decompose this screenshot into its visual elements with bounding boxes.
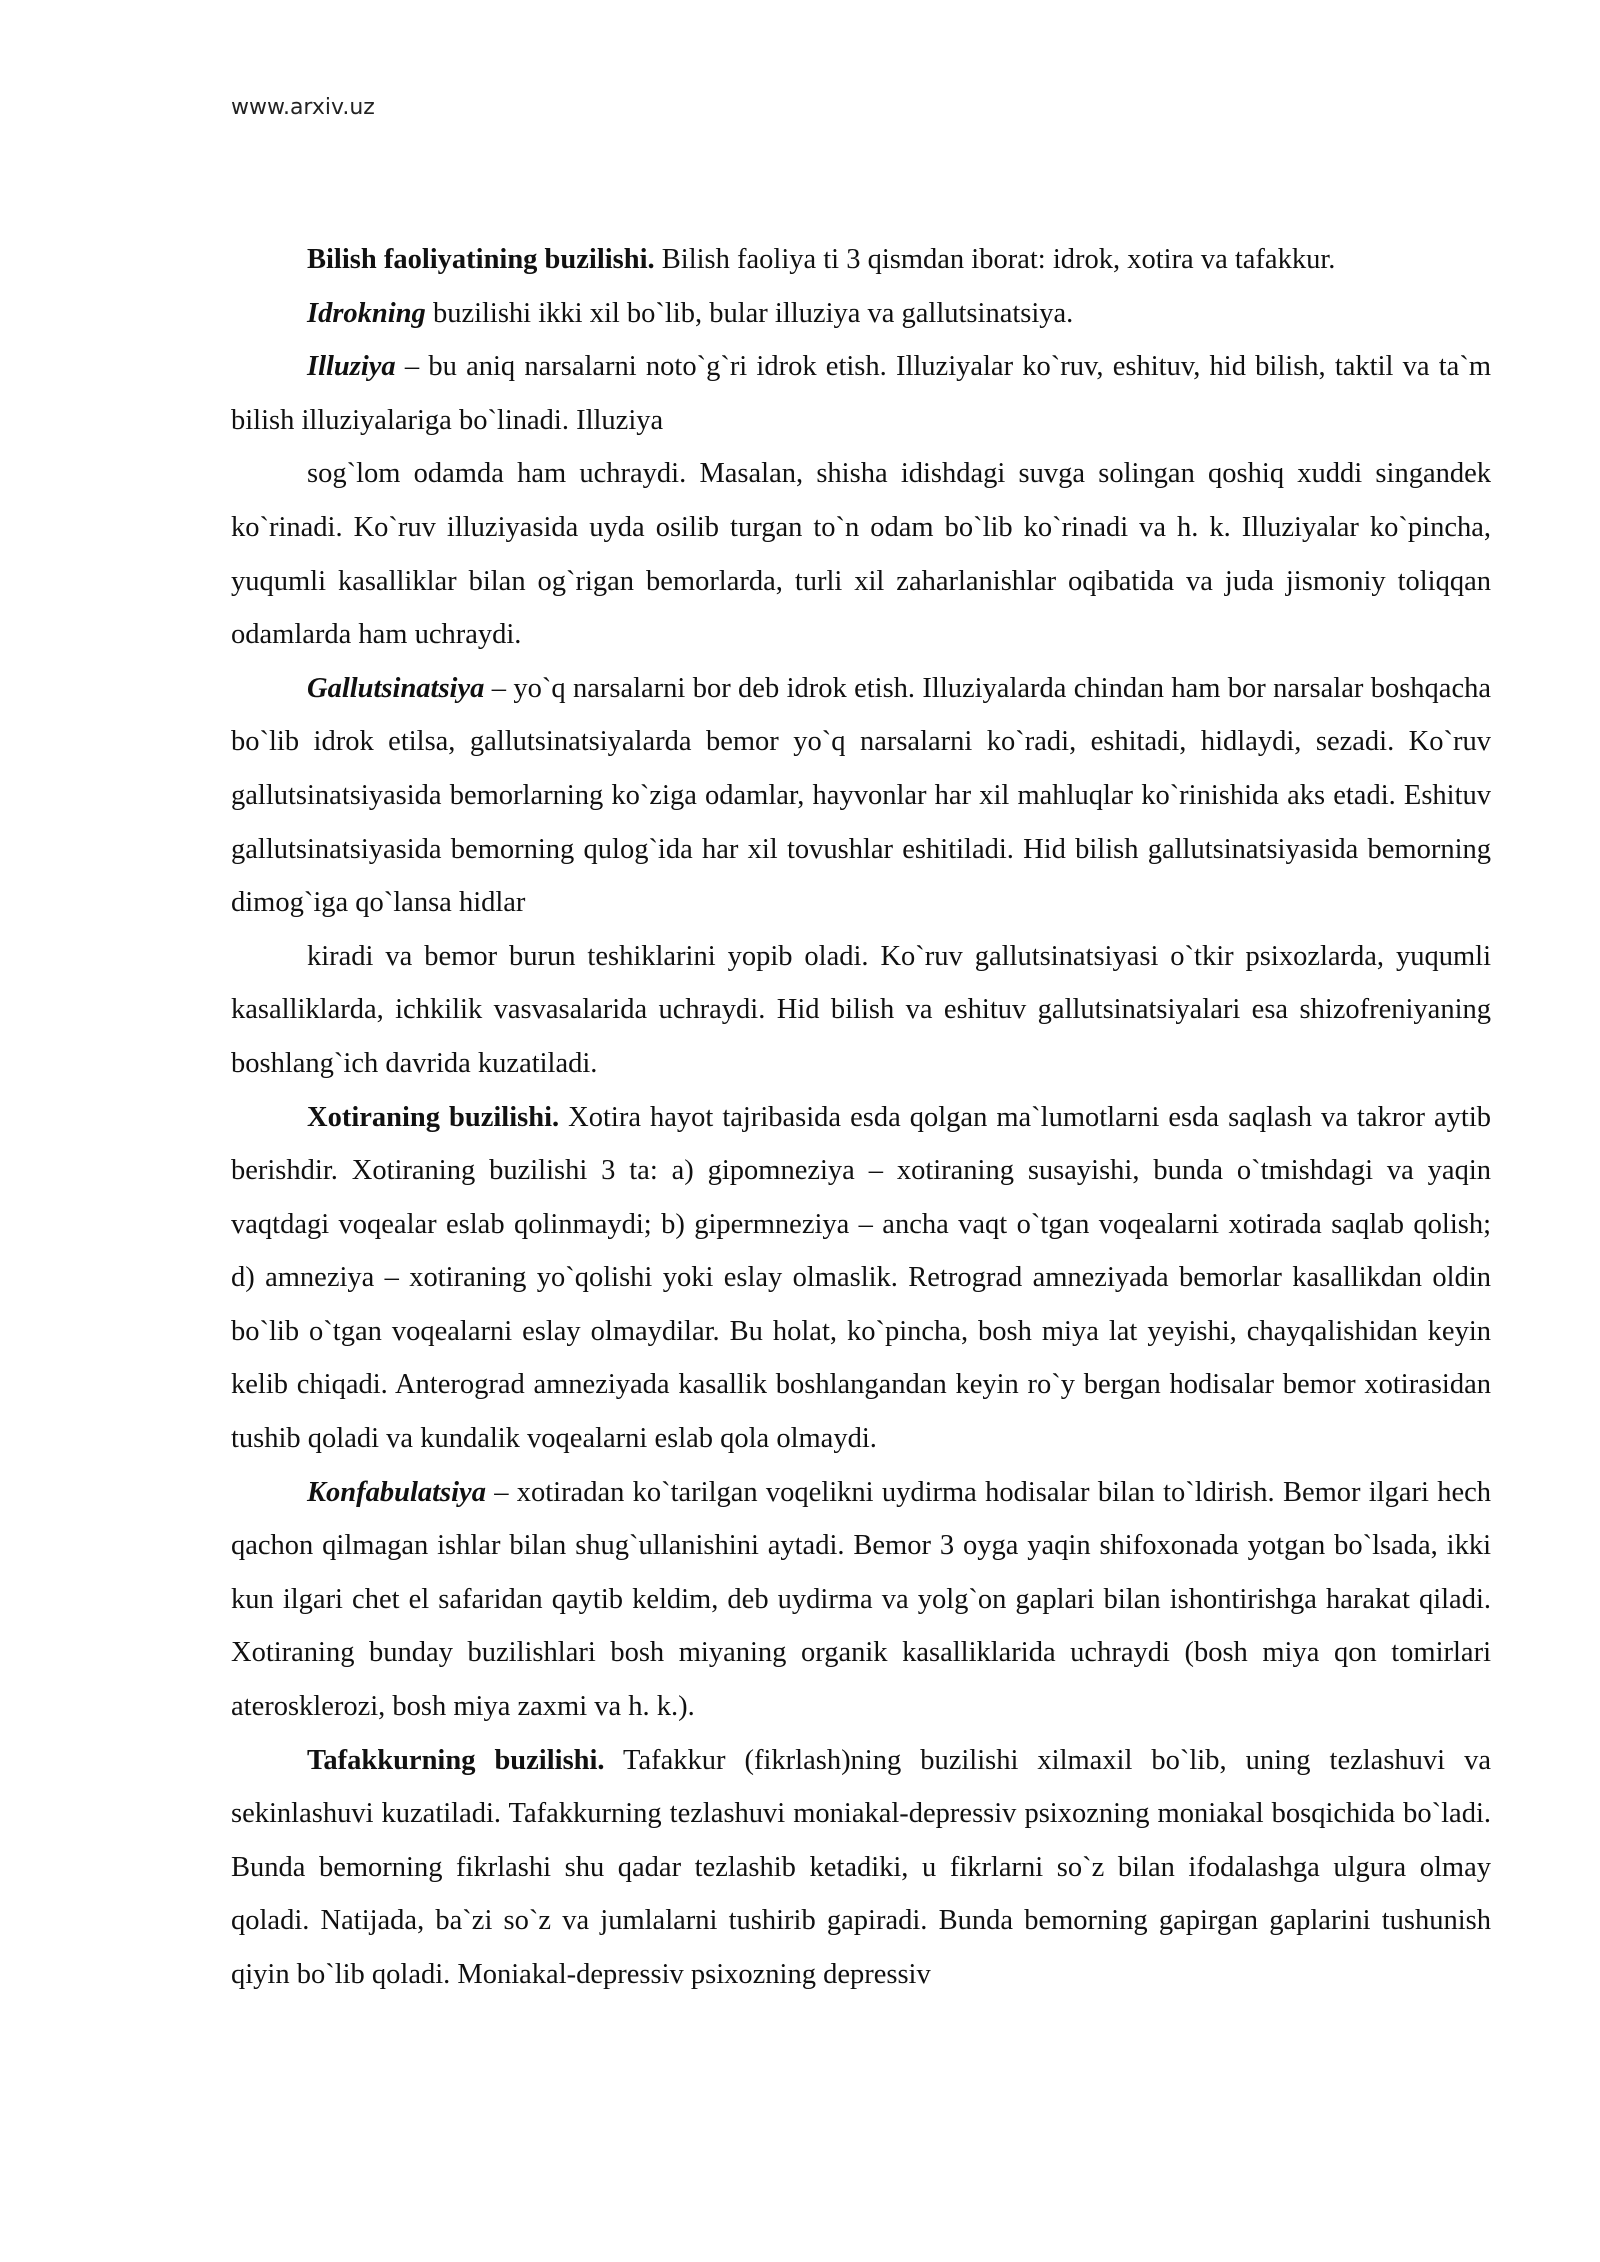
paragraph-lead: Konfabulatsiya bbox=[307, 1476, 486, 1508]
paragraph-bilish bbox=[231, 233, 1491, 287]
paragraph-lead: Illuziya bbox=[307, 351, 396, 383]
paragraph-lead: Idrokning bbox=[307, 297, 426, 329]
paragraph-text: Xotira hayot tajribasida esda qolgan ma`lumotlarni esda saqlash va takror aytib berishdir. Xotiraning buzilishi 3 ta: a) gipomneziya – xotiraning susayishi, bunda o`tmishdagi va yaqin vaqtdagi voqealar eslab qolinmaydi; b) gipermneziya – ancha vaqt o`tgan voqealarni xotirada saqlab qolish; d) amneziya – xotiraning yo`qolishi yoki eslay olmaslik. Retrograd amneziyada bemorlar kasallikdan oldin bo`lib o`tgan voqealarni eslay olmaydilar. Bu holat, ko`pincha, bosh miya lat yeyishi, chayqalishidan keyin kelib chiqadi. Anterograd amneziyada kasallik boshlangandan keyin ro`y bergan hodisalar bemor xotirasidan tushib qoladi va kundalik voqealarni eslab qola olmaydi. bbox=[231, 1101, 1491, 1455]
paragraph-xotira bbox=[231, 1091, 1491, 1466]
paragraph-tafakkur bbox=[231, 1734, 1491, 2002]
site-header: www.arxiv.uz bbox=[231, 95, 375, 120]
paragraph-text: Bilish faoliya ti 3 qismdan iborat: idrok, xotira va tafakkur. bbox=[654, 244, 1336, 275]
paragraph-text: – bu aniq narsalarni noto`g`ri idrok etish. Illuziyalar ko`ruv, eshituv, hid bilish, taktil va ta`m bilish illuziyalariga bo`linadi. Illuziya bbox=[231, 351, 1491, 436]
document-body bbox=[231, 233, 1491, 2002]
paragraph-illuziya bbox=[231, 340, 1491, 447]
paragraph-text: – xotiradan ko`tarilgan voqelikni uydirma hodisalar bilan to`ldirish. Bemor ilgari hech qachon qilmagan ishlar bilan shug`ullanishini aytadi. Bemor 3 oyga yaqin shifoxonada yotgan bo`lsada, ikki kun ilgari chet el safaridan qaytib keldim, deb uydirma va yolg`on gaplari bilan ishontirishga harakat qiladi. Xotiraning bunday buzilishlari bosh miyaning organik kasalliklarida uchraydi (bosh miya qon tomirlari aterosklerozi, bosh miya zaxmi va h. k.). bbox=[231, 1476, 1491, 1723]
paragraph-lead: Gallutsinatsiya bbox=[307, 672, 485, 704]
paragraph-text: sog`lom odamda ham uchraydi. Masalan, shisha idishdagi suvga solingan qoshiq xuddi singandek ko`rinadi. Ko`ruv illuziyasida uyda osilib turgan to`n odam bo`lib ko`rinadi va h. k. Illuziyalar ko`pincha, yuqumli kasalliklar bilan og`rigan bemorlarda, turli xil zaharlanishlar oqibatida va juda jismoniy toliqqan odamlarda ham uchraydi. bbox=[231, 458, 1491, 651]
paragraph-gallutsinatsiya-cont bbox=[231, 930, 1491, 1091]
paragraph-gallutsinatsiya bbox=[231, 662, 1491, 930]
paragraph-text: Tafakkur (fikrlash)ning buzilishi xilmaxil bo`lib, uning tezlashuvi va sekinlashuvi kuzatiladi. Tafakkurning tezlashuvi moniakal-depressiv psixozning moniakal bosqichida bo`ladi. Bunda bemorning fikrlashi shu qadar tezlashib ketadiki, u fikrlarni so`z bilan ifodalashga ulgura olmay qoladi. Natijada, ba`zi so`z va jumlalarni tushirib gapiradi. Bunda bemorning gapirgan gaplarini tushunish qiyin bo`lib qoladi. Moniakal-depressiv psixozning depressiv bbox=[231, 1744, 1491, 1990]
paragraph-text: buzilishi ikki xil bo`lib, bular illuziya va gallutsinatsiya. bbox=[425, 297, 1074, 329]
paragraph-illuziya-cont bbox=[231, 447, 1491, 661]
paragraph-lead: Tafakkurning buzilishi. bbox=[307, 1744, 605, 1776]
paragraph-lead: Bilish faoliyatining buzilishi. bbox=[307, 244, 655, 275]
paragraph-text: – yo`q narsalarni bor deb idrok etish. Illuziyalarda chindan ham bor narsalar boshqacha bo`lib idrok etilsa, gallutsinatsiyalarda bemor yo`q narsalarni ko`radi, eshitadi, hidlaydi, sezadi. Ko`ruv gallutsinatsiyasida bemorlarning ko`ziga odamlar, hayvonlar har xil mahluqlar ko`rinishida aks etadi. Eshituv gallutsinatsiyasida bemorning qulog`ida har xil tovushlar eshitiladi. Hid bilish gallutsinatsiyasida bemorning dimog`iga qo`lansa hidlar bbox=[231, 672, 1491, 919]
paragraph-lead: Xotiraning buzilishi. bbox=[307, 1101, 560, 1133]
paragraph-text: kiradi va bemor burun teshiklarini yopib oladi. Ko`ruv gallutsinatsiyasi o`tkir psixozlarda, yuqumli kasalliklarda, ichkilik vasvasalarida uchraydi. Hid bilish va eshituv gallutsinatsiyalari esa shizofreniyaning boshlang`ich davrida kuzatiladi. bbox=[231, 940, 1491, 1079]
paragraph-idrok bbox=[231, 287, 1491, 341]
paragraph-konfabulatsiya bbox=[231, 1466, 1491, 1734]
